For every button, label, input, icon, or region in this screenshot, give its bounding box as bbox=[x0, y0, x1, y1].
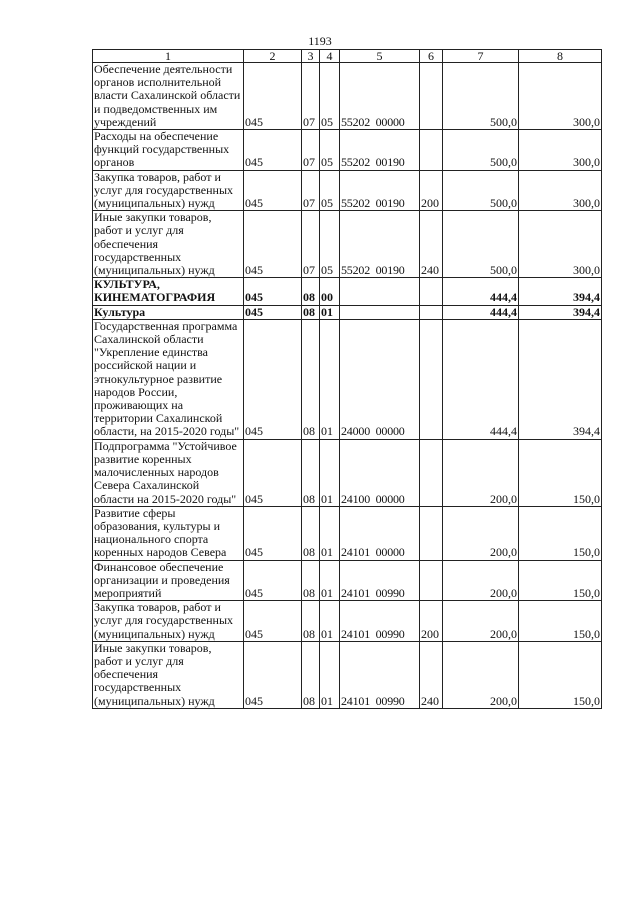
item-name: Развитие сферы образования, культуры и национального спорта коренных народов Севера bbox=[93, 506, 244, 560]
table-row bbox=[93, 63, 602, 130]
expense-type-code bbox=[420, 439, 443, 506]
column-header: 2 bbox=[244, 50, 302, 63]
section-code: 07 bbox=[302, 211, 320, 278]
column-header: 6 bbox=[420, 50, 443, 63]
section-code: 08 bbox=[302, 560, 320, 601]
section-code: 08 bbox=[302, 506, 320, 560]
table-row bbox=[93, 506, 602, 560]
amount-year-1: 500,0 bbox=[443, 130, 519, 171]
subsection-code: 05 bbox=[320, 211, 340, 278]
section-code: 08 bbox=[302, 439, 320, 506]
subsection-code: 01 bbox=[320, 305, 340, 319]
amount-year-2: 150,0 bbox=[519, 439, 602, 506]
amount-year-1: 200,0 bbox=[443, 506, 519, 560]
table-row bbox=[93, 319, 602, 439]
item-name: Иные закупки товаров, работ и услуг для обеспечения государственных (муниципальных) нужд bbox=[93, 641, 244, 708]
expense-type-code bbox=[420, 278, 443, 305]
table-row bbox=[93, 170, 602, 211]
target-article-code: 24101 00990 bbox=[340, 601, 420, 642]
section-code: 07 bbox=[302, 170, 320, 211]
table-row bbox=[93, 211, 602, 278]
table-row bbox=[93, 130, 602, 171]
table-row bbox=[93, 560, 602, 601]
subsection-code: 01 bbox=[320, 601, 340, 642]
amount-year-1: 200,0 bbox=[443, 560, 519, 601]
subsection-code: 05 bbox=[320, 63, 340, 130]
admin-code: 045 bbox=[244, 130, 302, 171]
amount-year-1: 444,4 bbox=[443, 319, 519, 439]
expense-type-code bbox=[420, 506, 443, 560]
section-code: 08 bbox=[302, 601, 320, 642]
admin-code: 045 bbox=[244, 641, 302, 708]
target-article-code bbox=[340, 278, 420, 305]
item-name: КУЛЬТУРА, КИНЕМАТОГРАФИЯ bbox=[93, 278, 244, 305]
admin-code: 045 bbox=[244, 560, 302, 601]
expense-type-code bbox=[420, 319, 443, 439]
subsection-code: 05 bbox=[320, 170, 340, 211]
expense-type-code bbox=[420, 130, 443, 171]
item-name: Государственная программа Сахалинской области "Укрепление единства российской нации и этнокультурное развитие народов России, проживающих на территории Сахалинской области, на 2015-2020 годы" bbox=[93, 319, 244, 439]
admin-code: 045 bbox=[244, 319, 302, 439]
column-header: 4 bbox=[320, 50, 340, 63]
amount-year-2: 300,0 bbox=[519, 130, 602, 171]
item-name: Культура bbox=[93, 305, 244, 319]
admin-code: 045 bbox=[244, 506, 302, 560]
amount-year-1: 200,0 bbox=[443, 601, 519, 642]
target-article-code: 55202 00000 bbox=[340, 63, 420, 130]
amount-year-2: 150,0 bbox=[519, 641, 602, 708]
subsection-code: 01 bbox=[320, 506, 340, 560]
admin-code: 045 bbox=[244, 211, 302, 278]
expense-type-code: 240 bbox=[420, 211, 443, 278]
amount-year-1: 500,0 bbox=[443, 63, 519, 130]
amount-year-2: 300,0 bbox=[519, 211, 602, 278]
admin-code: 045 bbox=[244, 305, 302, 319]
section-code: 08 bbox=[302, 319, 320, 439]
target-article-code: 24000 00000 bbox=[340, 319, 420, 439]
target-article-code: 24101 00990 bbox=[340, 641, 420, 708]
admin-code: 045 bbox=[244, 439, 302, 506]
amount-year-2: 150,0 bbox=[519, 506, 602, 560]
amount-year-1: 500,0 bbox=[443, 170, 519, 211]
item-name: Обеспечение деятельности органов исполнительной власти Сахалинской области и подведомственных им учреждений bbox=[93, 63, 244, 130]
amount-year-1: 200,0 bbox=[443, 439, 519, 506]
item-name: Закупка товаров, работ и услуг для государственных (муниципальных) нужд bbox=[93, 170, 244, 211]
amount-year-2: 394,4 bbox=[519, 305, 602, 319]
subsection-code: 05 bbox=[320, 130, 340, 171]
item-name: Подпрограмма "Устойчивое развитие коренных малочисленных народов Севера Сахалинской области на 2015-2020 годы" bbox=[93, 439, 244, 506]
subsection-code: 01 bbox=[320, 439, 340, 506]
budget-table bbox=[92, 49, 602, 709]
subsection-code: 01 bbox=[320, 560, 340, 601]
admin-code: 045 bbox=[244, 170, 302, 211]
column-header: 5 bbox=[340, 50, 420, 63]
amount-year-2: 300,0 bbox=[519, 170, 602, 211]
table-row bbox=[93, 439, 602, 506]
column-header: 1 bbox=[93, 50, 244, 63]
target-article-code: 55202 00190 bbox=[340, 130, 420, 171]
column-header: 8 bbox=[519, 50, 602, 63]
subsection-code: 00 bbox=[320, 278, 340, 305]
target-article-code bbox=[340, 305, 420, 319]
section-code: 08 bbox=[302, 641, 320, 708]
table-row bbox=[93, 305, 602, 319]
table-row bbox=[93, 601, 602, 642]
amount-year-1: 444,4 bbox=[443, 305, 519, 319]
admin-code: 045 bbox=[244, 601, 302, 642]
column-number-row bbox=[93, 50, 602, 63]
item-name: Расходы на обеспечение функций государственных органов bbox=[93, 130, 244, 171]
amount-year-2: 394,4 bbox=[519, 319, 602, 439]
admin-code: 045 bbox=[244, 278, 302, 305]
expense-type-code: 200 bbox=[420, 601, 443, 642]
item-name: Иные закупки товаров, работ и услуг для обеспечения государственных (муниципальных) нужд bbox=[93, 211, 244, 278]
amount-year-2: 150,0 bbox=[519, 560, 602, 601]
amount-year-2: 394,4 bbox=[519, 278, 602, 305]
target-article-code: 24101 00000 bbox=[340, 506, 420, 560]
table-row bbox=[93, 641, 602, 708]
section-code: 08 bbox=[302, 305, 320, 319]
amount-year-2: 150,0 bbox=[519, 601, 602, 642]
expense-type-code: 200 bbox=[420, 170, 443, 211]
item-name: Финансовое обеспечение организации и проведения мероприятий bbox=[93, 560, 244, 601]
expense-type-code: 240 bbox=[420, 641, 443, 708]
amount-year-2: 300,0 bbox=[519, 63, 602, 130]
item-name: Закупка товаров, работ и услуг для государственных (муниципальных) нужд bbox=[93, 601, 244, 642]
target-article-code: 55202 00190 bbox=[340, 170, 420, 211]
column-header: 3 bbox=[302, 50, 320, 63]
section-code: 08 bbox=[302, 278, 320, 305]
amount-year-1: 444,4 bbox=[443, 278, 519, 305]
section-code: 07 bbox=[302, 63, 320, 130]
subsection-code: 01 bbox=[320, 641, 340, 708]
amount-year-1: 500,0 bbox=[443, 211, 519, 278]
expense-type-code bbox=[420, 63, 443, 130]
page-number: 1193 bbox=[308, 34, 332, 48]
expense-type-code bbox=[420, 560, 443, 601]
section-code: 07 bbox=[302, 130, 320, 171]
target-article-code: 24101 00990 bbox=[340, 560, 420, 601]
expense-type-code bbox=[420, 305, 443, 319]
target-article-code: 55202 00190 bbox=[340, 211, 420, 278]
column-header: 7 bbox=[443, 50, 519, 63]
target-article-code: 24100 00000 bbox=[340, 439, 420, 506]
table-row bbox=[93, 278, 602, 305]
admin-code: 045 bbox=[244, 63, 302, 130]
amount-year-1: 200,0 bbox=[443, 641, 519, 708]
subsection-code: 01 bbox=[320, 319, 340, 439]
